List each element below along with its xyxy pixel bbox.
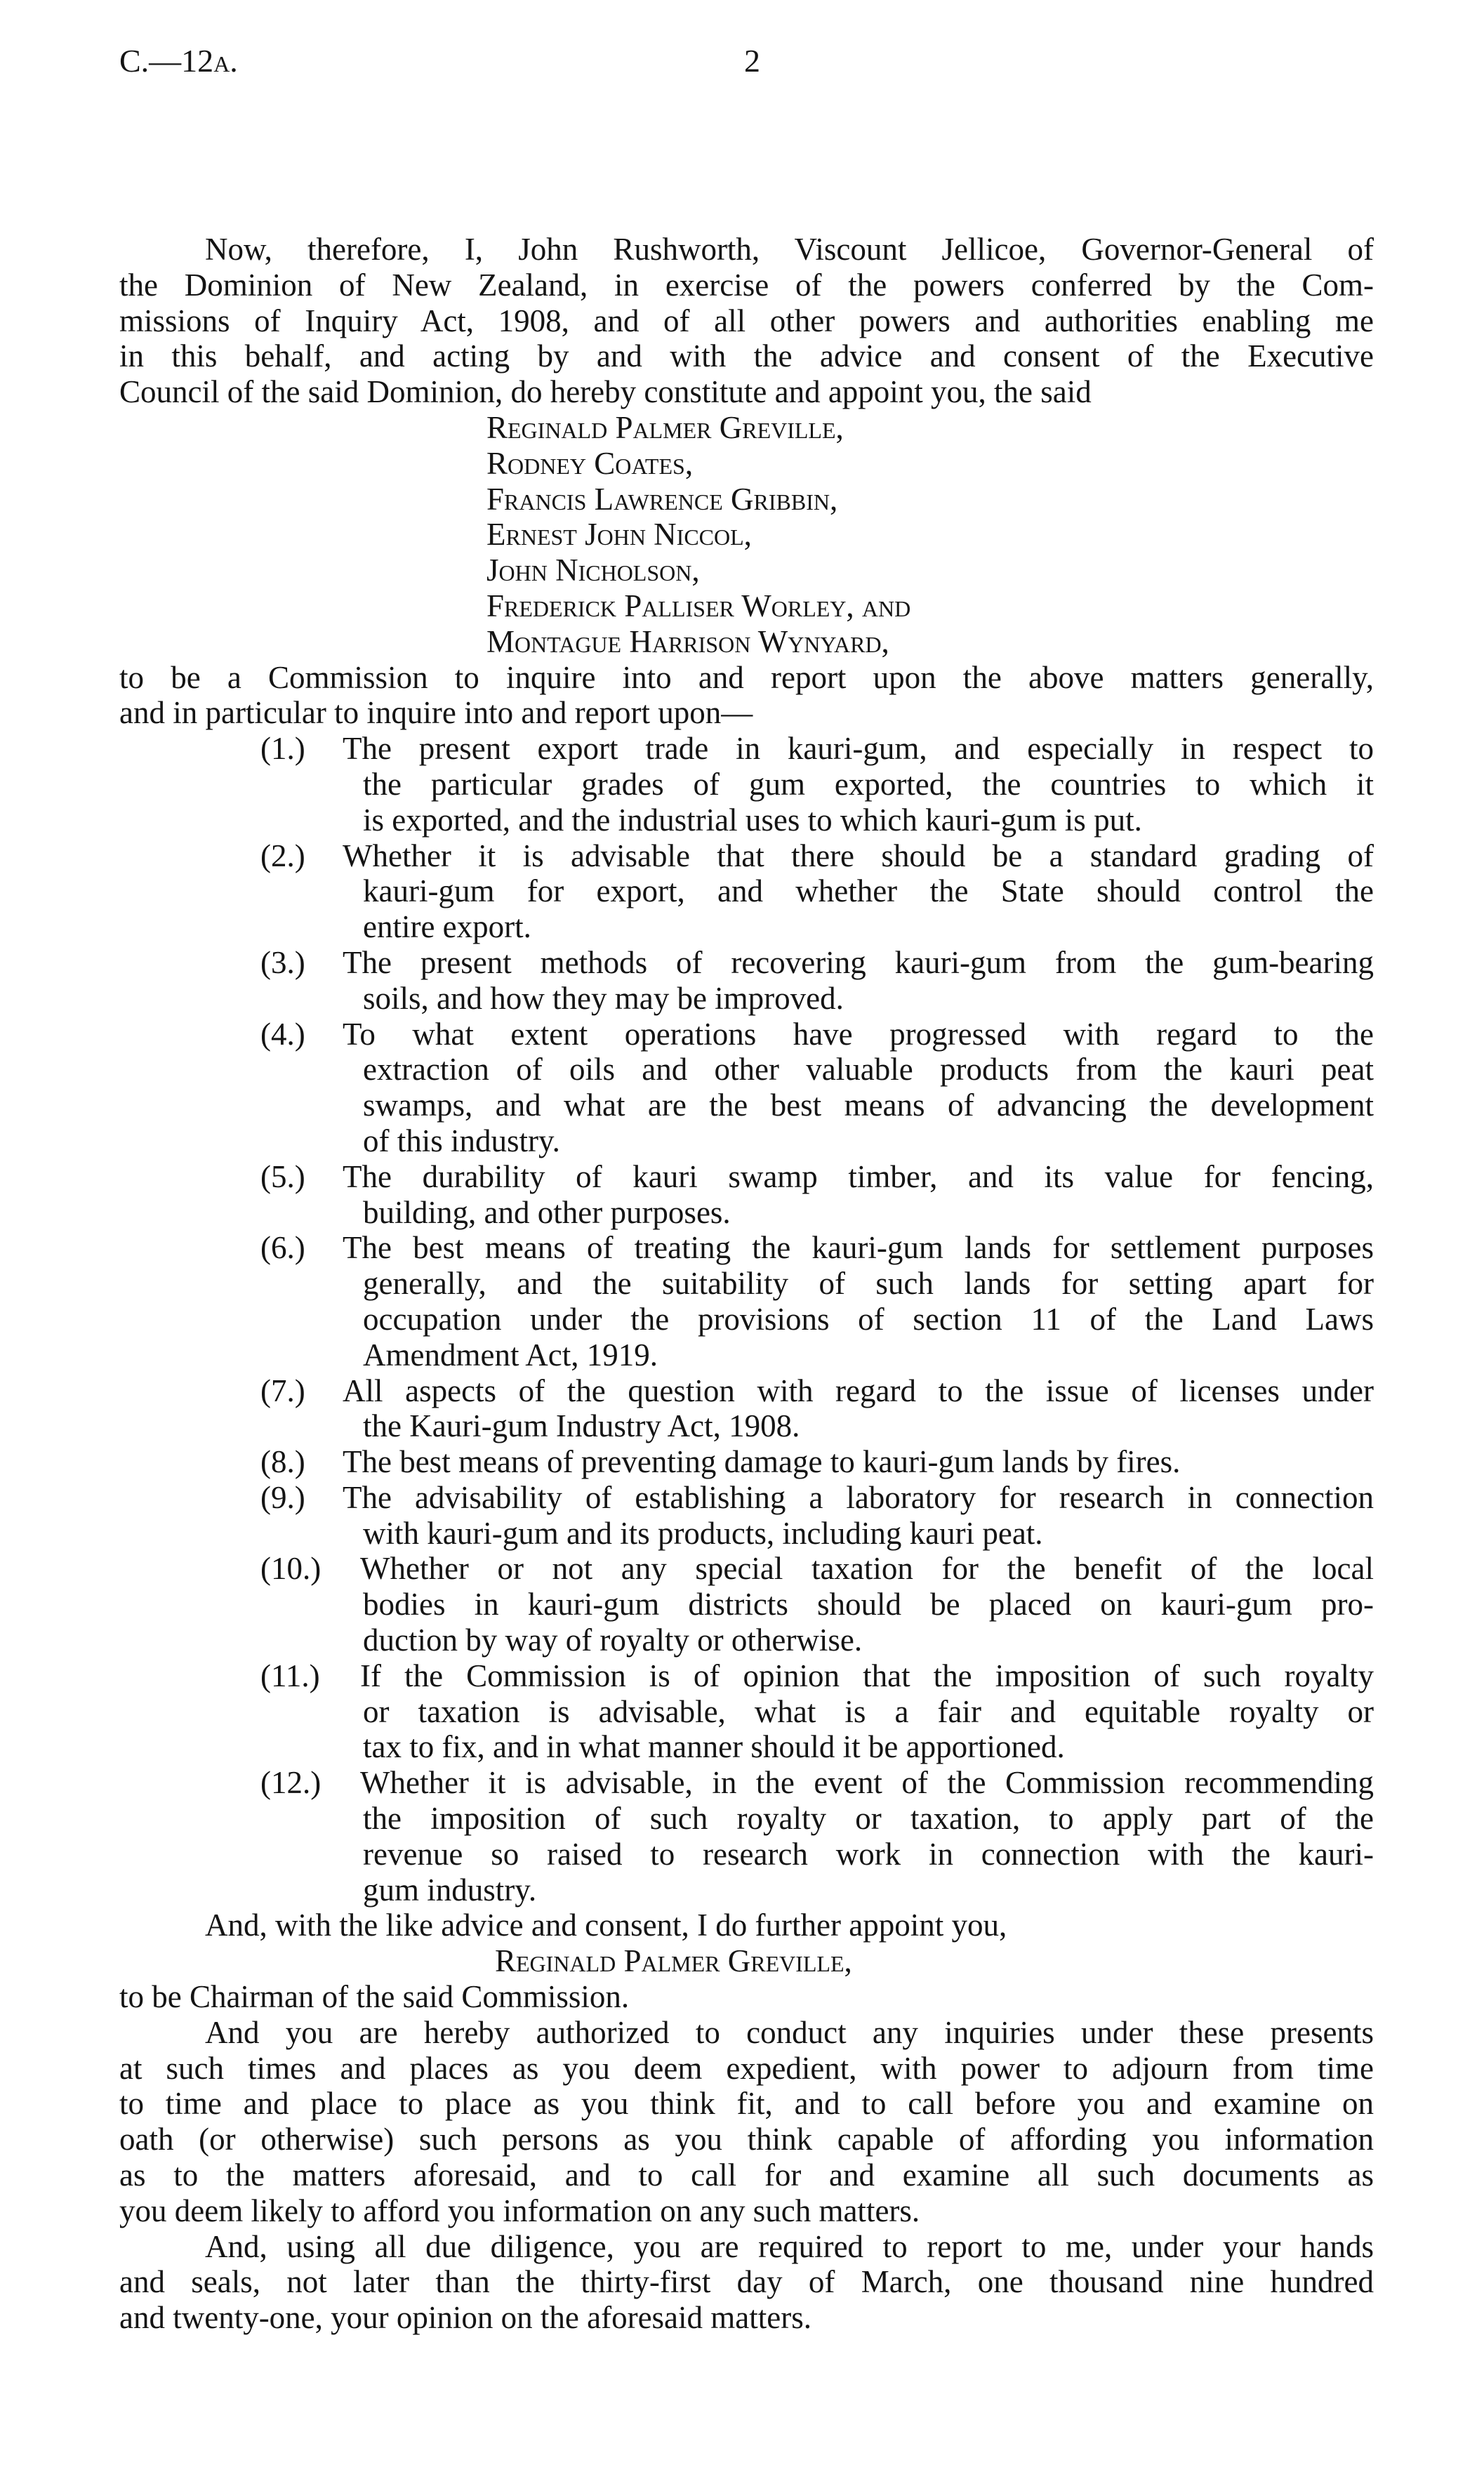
- inquiry-item-text-line: [119, 1516, 1374, 1552]
- inquiry-item-text-line: [119, 1622, 1374, 1658]
- inquiry-item-text-line: [119, 909, 1374, 945]
- inquiry-item-text-line: [119, 802, 1374, 838]
- inquiry-item-text: Whether it is advisable that there should be a standard grading of: [343, 838, 1374, 873]
- document-reference-prefix: C.—12: [119, 43, 214, 79]
- inquiry-item-text: the Kauri-gum Industry Act, 1908.: [363, 1408, 800, 1444]
- inquiry-item-text-line: [119, 767, 1374, 802]
- page-number: 2: [744, 43, 760, 79]
- authority-text-line: [119, 2193, 1374, 2229]
- commissioner-name-line: [119, 446, 1374, 482]
- commissioner-name: Frederick Palliser Worley, and: [486, 588, 911, 623]
- preamble-text: in this behalf, and acting by and with the advice and consent of the Executive: [119, 338, 1374, 374]
- inquiry-item-text-line: [119, 1337, 1374, 1373]
- authority-text-line: [119, 2157, 1374, 2193]
- inquiry-item-text-line: [119, 838, 1374, 874]
- authority-text-line: [119, 2122, 1374, 2157]
- reporting-text: And, using all due diligence, you are required to report to me, under your hands: [205, 2228, 1374, 2264]
- inquiry-item-text: The present export trade in kauri-gum, and especially in respect to: [343, 731, 1374, 767]
- inquiry-item-text-line: [119, 1658, 1374, 1694]
- preamble-text-line: [119, 232, 1374, 267]
- commissioner-name-line: [119, 410, 1374, 446]
- inquiry-item-text-line: [119, 731, 1374, 767]
- preamble-text-line: [119, 267, 1374, 303]
- item-number: (3.): [260, 944, 305, 980]
- inquiry-item-text: revenue so raised to research work in connection with the kauri-: [363, 1836, 1374, 1872]
- commissioner-name: Francis Lawrence Gribbin,: [486, 481, 838, 517]
- commissioner-name: Rodney Coates,: [486, 445, 694, 481]
- inquiry-item-text-line: [119, 1694, 1374, 1730]
- item-number: (5.): [260, 1158, 305, 1194]
- commissioner-name: Reginald Palmer Greville,: [486, 409, 844, 445]
- inquiry-item-text: The advisability of establishing a laboratory for research in connection: [343, 1479, 1374, 1515]
- inquiry-item-text: All aspects of the question with regard to the issue of licenses under: [343, 1373, 1374, 1408]
- inquiry-item-text-line: [119, 873, 1374, 909]
- reporting-text: and seals, not later than the thirty-first day of March, one thousand nine hundred: [119, 2264, 1374, 2300]
- inquiry-item-text-line: [119, 1302, 1374, 1337]
- inquiry-item-text: bodies in kauri-gum districts should be placed on kauri-gum pro-: [363, 1587, 1374, 1622]
- inquiry-item-text: or taxation is advisable, what is a fair and equitable royalty or: [363, 1693, 1374, 1729]
- item-number: (10.): [260, 1551, 322, 1587]
- inquiry-item-text-line: [119, 981, 1374, 1017]
- inquiry-item-text: The durability of kauri swamp timber, and its value for fencing,: [343, 1158, 1374, 1194]
- inquiry-item-text-line: [119, 1088, 1374, 1123]
- reporting-text-line: [119, 2229, 1374, 2265]
- item-number: (2.): [260, 838, 305, 873]
- inquiry-item-text-line: [119, 945, 1374, 981]
- inquiry-item-text-line: [119, 1373, 1374, 1409]
- inquiry-item-text-line: [119, 1195, 1374, 1231]
- inquiry-item-text-line: [119, 1729, 1374, 1765]
- inquiry-item-text-line: [119, 1480, 1374, 1516]
- item-number: (6.): [260, 1230, 305, 1266]
- authority-text: oath (or otherwise) such persons as you think capable of affording you information: [119, 2122, 1374, 2157]
- inquiry-item-text: the particular grades of gum exported, the countries to which it: [363, 766, 1374, 802]
- inquiry-item-text: swamps, and what are the best means of advancing the development: [363, 1088, 1374, 1123]
- inquiry-item-text: The present methods of recovering kauri-gum from the gum-bearing: [343, 944, 1374, 980]
- inquiry-item-text: extraction of oils and other valuable products from the kauri peat: [363, 1052, 1374, 1088]
- commission-text: [119, 232, 1374, 2336]
- reporting-text-line: [119, 2264, 1374, 2300]
- item-number: (1.): [260, 731, 305, 767]
- preamble-text: Council of the said Dominion, do hereby constitute and appoint you, the said: [119, 374, 1092, 410]
- preamble-text: Now, therefore, I, John Rushworth, Viscount Jellicoe, Governor-General of: [205, 232, 1374, 267]
- inquiry-item-text: generally, and the suitability of such lands for setting apart for: [363, 1266, 1374, 1302]
- item-number: (4.): [260, 1016, 305, 1052]
- inquiry-item-text: of this industry.: [363, 1123, 560, 1158]
- inquiry-item-text-line: [119, 1017, 1374, 1052]
- item-number: (11.): [260, 1658, 320, 1693]
- inquiry-item-text: tax to fix, and in what manner should it be apportioned.: [363, 1729, 1065, 1765]
- inquiry-item-text-line: [119, 1587, 1374, 1622]
- authority-text-line: [119, 2051, 1374, 2087]
- commissioner-name-line: [119, 624, 1374, 660]
- document-reference-suffix: a.: [213, 43, 238, 79]
- item-number: (9.): [260, 1479, 305, 1515]
- inquiry-item-text: The best means of treating the kauri-gum lands for settlement purposes: [343, 1230, 1374, 1266]
- inquiry-item-text: soils, and how they may be improved.: [363, 980, 844, 1016]
- item-number: (7.): [260, 1373, 305, 1408]
- inquiry-item-text: kauri-gum for export, and whether the State should control the: [363, 873, 1374, 909]
- preamble-text-line: [119, 303, 1374, 339]
- authority-text: as to the matters aforesaid, and to call for and examine all such documents as: [119, 2157, 1374, 2193]
- inquiry-item-text: duction by way of royalty or otherwise.: [363, 1622, 863, 1658]
- commissioner-name-line: [119, 517, 1374, 553]
- inquiry-item-text-line: [119, 1765, 1374, 1801]
- item-number: (8.): [260, 1444, 305, 1480]
- document-reference: [119, 44, 238, 79]
- preamble-text: missions of Inquiry Act, 1908, and of all other powers and authorities enabling me: [119, 303, 1374, 338]
- inquiry-item-text: the imposition of such royalty or taxation, to apply part of the: [363, 1801, 1374, 1837]
- reporting-text: and twenty-one, your opinion on the aforesaid matters.: [119, 2300, 811, 2336]
- inquiry-item-text-line: [119, 1551, 1374, 1587]
- inquiry-item-text: entire export.: [363, 909, 531, 945]
- preamble-text-line: [119, 338, 1374, 374]
- inquiry-item-text-line: [119, 1123, 1374, 1159]
- inquiry-item-text: Whether it is advisable, in the event of the Commission recommending: [360, 1765, 1374, 1801]
- commissioner-name-line: [119, 482, 1374, 517]
- inquiry-item-text: occupation under the provisions of section 11 of the Land Laws: [363, 1301, 1374, 1337]
- authority-text: And you are hereby authorized to conduct any inquiries under these presents: [205, 2014, 1374, 2050]
- authority-text-line: [119, 2086, 1374, 2122]
- mandate-text: and in particular to inquire into and report upon—: [119, 695, 753, 731]
- inquiry-item-text: with kauri-gum and its products, including kauri peat.: [363, 1515, 1043, 1551]
- inquiry-item-text-line: [119, 1266, 1374, 1302]
- authority-text: at such times and places as you deem expedient, with power to adjourn from time: [119, 2050, 1374, 2086]
- inquiry-item-text-line: [119, 1159, 1374, 1195]
- commissioner-name-line: [119, 553, 1374, 588]
- inquiry-item-text: is exported, and the industrial uses to which kauri-gum is put.: [363, 802, 1142, 838]
- chairman-role-line: [119, 1979, 1374, 2015]
- chairman-name-line: [119, 1943, 1374, 1979]
- authority-text: to time and place to place as you think fit, and to call before you and examine on: [119, 2086, 1374, 2122]
- commissioner-name-line: [119, 588, 1374, 624]
- authority-text-line: [119, 2015, 1374, 2051]
- inquiry-item-text-line: [119, 1052, 1374, 1088]
- inquiry-item-text-line: [119, 1444, 1374, 1480]
- reporting-text-line: [119, 2300, 1374, 2336]
- commissioner-name: John Nicholson,: [486, 553, 700, 588]
- inquiry-item-text: If the Commission is of opinion that the imposition of such royalty: [360, 1658, 1374, 1693]
- mandate-text: to be a Commission to inquire into and report upon the above matters generally,: [119, 659, 1374, 695]
- commissioner-name: Montague Harrison Wynyard,: [486, 623, 889, 659]
- inquiry-item-text-line: [119, 1408, 1374, 1444]
- item-number: (12.): [260, 1765, 322, 1801]
- chairman-role: to be Chairman of the said Commission.: [119, 1979, 630, 2015]
- chairman-intro: And, with the like advice and consent, I do further appoint you,: [205, 1908, 1007, 1943]
- preamble-text: the Dominion of New Zealand, in exercise of the powers conferred by the Com-: [119, 267, 1374, 303]
- inquiry-item-text: gum industry.: [363, 1872, 537, 1908]
- inquiry-item-text: Amendment Act, 1919.: [363, 1337, 658, 1373]
- inquiry-item-text-line: [119, 1230, 1374, 1266]
- inquiry-item-text: The best means of preventing damage to kauri-gum lands by fires.: [343, 1444, 1181, 1480]
- mandate-text-line: [119, 660, 1374, 696]
- inquiry-item-text-line: [119, 1837, 1374, 1872]
- inquiry-item-text: To what extent operations have progressed with regard to the: [343, 1016, 1374, 1052]
- chairman-intro-line: [119, 1908, 1374, 1943]
- preamble-text-line: [119, 374, 1374, 410]
- chairman-name: Reginald Palmer Greville,: [495, 1943, 852, 1979]
- inquiry-item-text: building, and other purposes.: [363, 1194, 731, 1230]
- commissioner-name: Ernest John Niccol,: [486, 517, 752, 553]
- authority-text: you deem likely to afford you information on any such matters.: [119, 2193, 920, 2228]
- inquiry-item-text: Whether or not any special taxation for the benefit of the local: [360, 1551, 1374, 1587]
- inquiry-item-text-line: [119, 1801, 1374, 1837]
- inquiry-item-text-line: [119, 1872, 1374, 1908]
- mandate-text-line: [119, 695, 1374, 731]
